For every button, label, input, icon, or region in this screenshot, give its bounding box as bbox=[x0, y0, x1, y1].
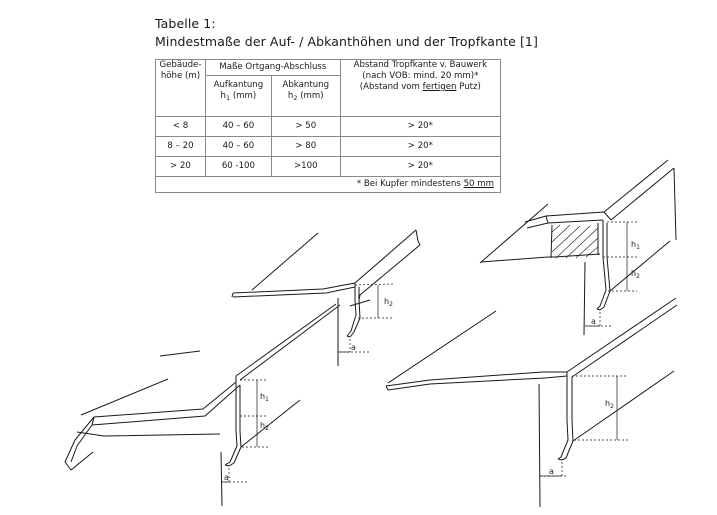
header-drip-distance-line2: (nach VOB: mind. 20 mm)* bbox=[362, 71, 479, 81]
label-h2: $h_2$ bbox=[384, 297, 393, 308]
label-a: a bbox=[224, 473, 229, 482]
label-a: a bbox=[549, 467, 554, 476]
label-h2: $h_2$ bbox=[260, 421, 269, 432]
cell-h2: >100 bbox=[271, 157, 340, 177]
cell-height: < 8 bbox=[156, 117, 206, 137]
label-h2: $h_2$ bbox=[631, 269, 640, 280]
header-verge-dimensions: Maße Ortgang-Abschluss bbox=[205, 60, 340, 76]
cell-h1: 40 – 60 bbox=[205, 117, 271, 137]
label-h1: $h_1$ bbox=[260, 392, 269, 403]
drawing-verge-upstand bbox=[65, 304, 340, 506]
header-drip-distance-line1: Abstand Tropfkante v. Bauwerk bbox=[353, 60, 488, 70]
header-building-height-line2: höhe (m) bbox=[160, 71, 201, 81]
cell-h2: > 80 bbox=[271, 137, 340, 157]
label-h1: $h_1$ bbox=[631, 240, 640, 251]
label-a: a bbox=[351, 343, 356, 352]
header-downstand-h2: Abkantung $h_2$ (mm) bbox=[271, 76, 340, 117]
cell-a: > 20* bbox=[340, 117, 500, 137]
label-a: a bbox=[591, 317, 596, 326]
cell-h2: > 50 bbox=[271, 117, 340, 137]
table-caption-number: Tabelle 1: bbox=[155, 16, 216, 31]
cell-a: > 20* bbox=[340, 137, 500, 157]
label-h2: $h_2$ bbox=[605, 399, 614, 410]
timber-hatching bbox=[552, 225, 598, 258]
cell-height: 8 – 20 bbox=[156, 137, 206, 157]
cell-h1: 40 – 60 bbox=[205, 137, 271, 157]
header-building-height-line1: Gebäude- bbox=[159, 60, 202, 70]
header-upstand-h1: Aufkantung $h_1$ (mm) bbox=[205, 76, 271, 117]
cell-h1: 60 -100 bbox=[205, 157, 271, 177]
drawing-verge-wide bbox=[386, 298, 677, 507]
header-drip-distance-line3: (Abstand vom fertigen Putz) bbox=[359, 82, 481, 92]
cell-a: > 20* bbox=[340, 157, 500, 177]
table-caption-title: Mindestmaße der Auf- / Abkanthöhen und der Tropfkante [1] bbox=[155, 34, 538, 49]
drawing-verge-downstand bbox=[232, 230, 420, 366]
cell-height: > 20 bbox=[156, 157, 206, 177]
drawing-verge-timber-block bbox=[480, 160, 676, 335]
table-footnote: * Bei Kupfer mindestens 50 mm bbox=[156, 177, 501, 193]
